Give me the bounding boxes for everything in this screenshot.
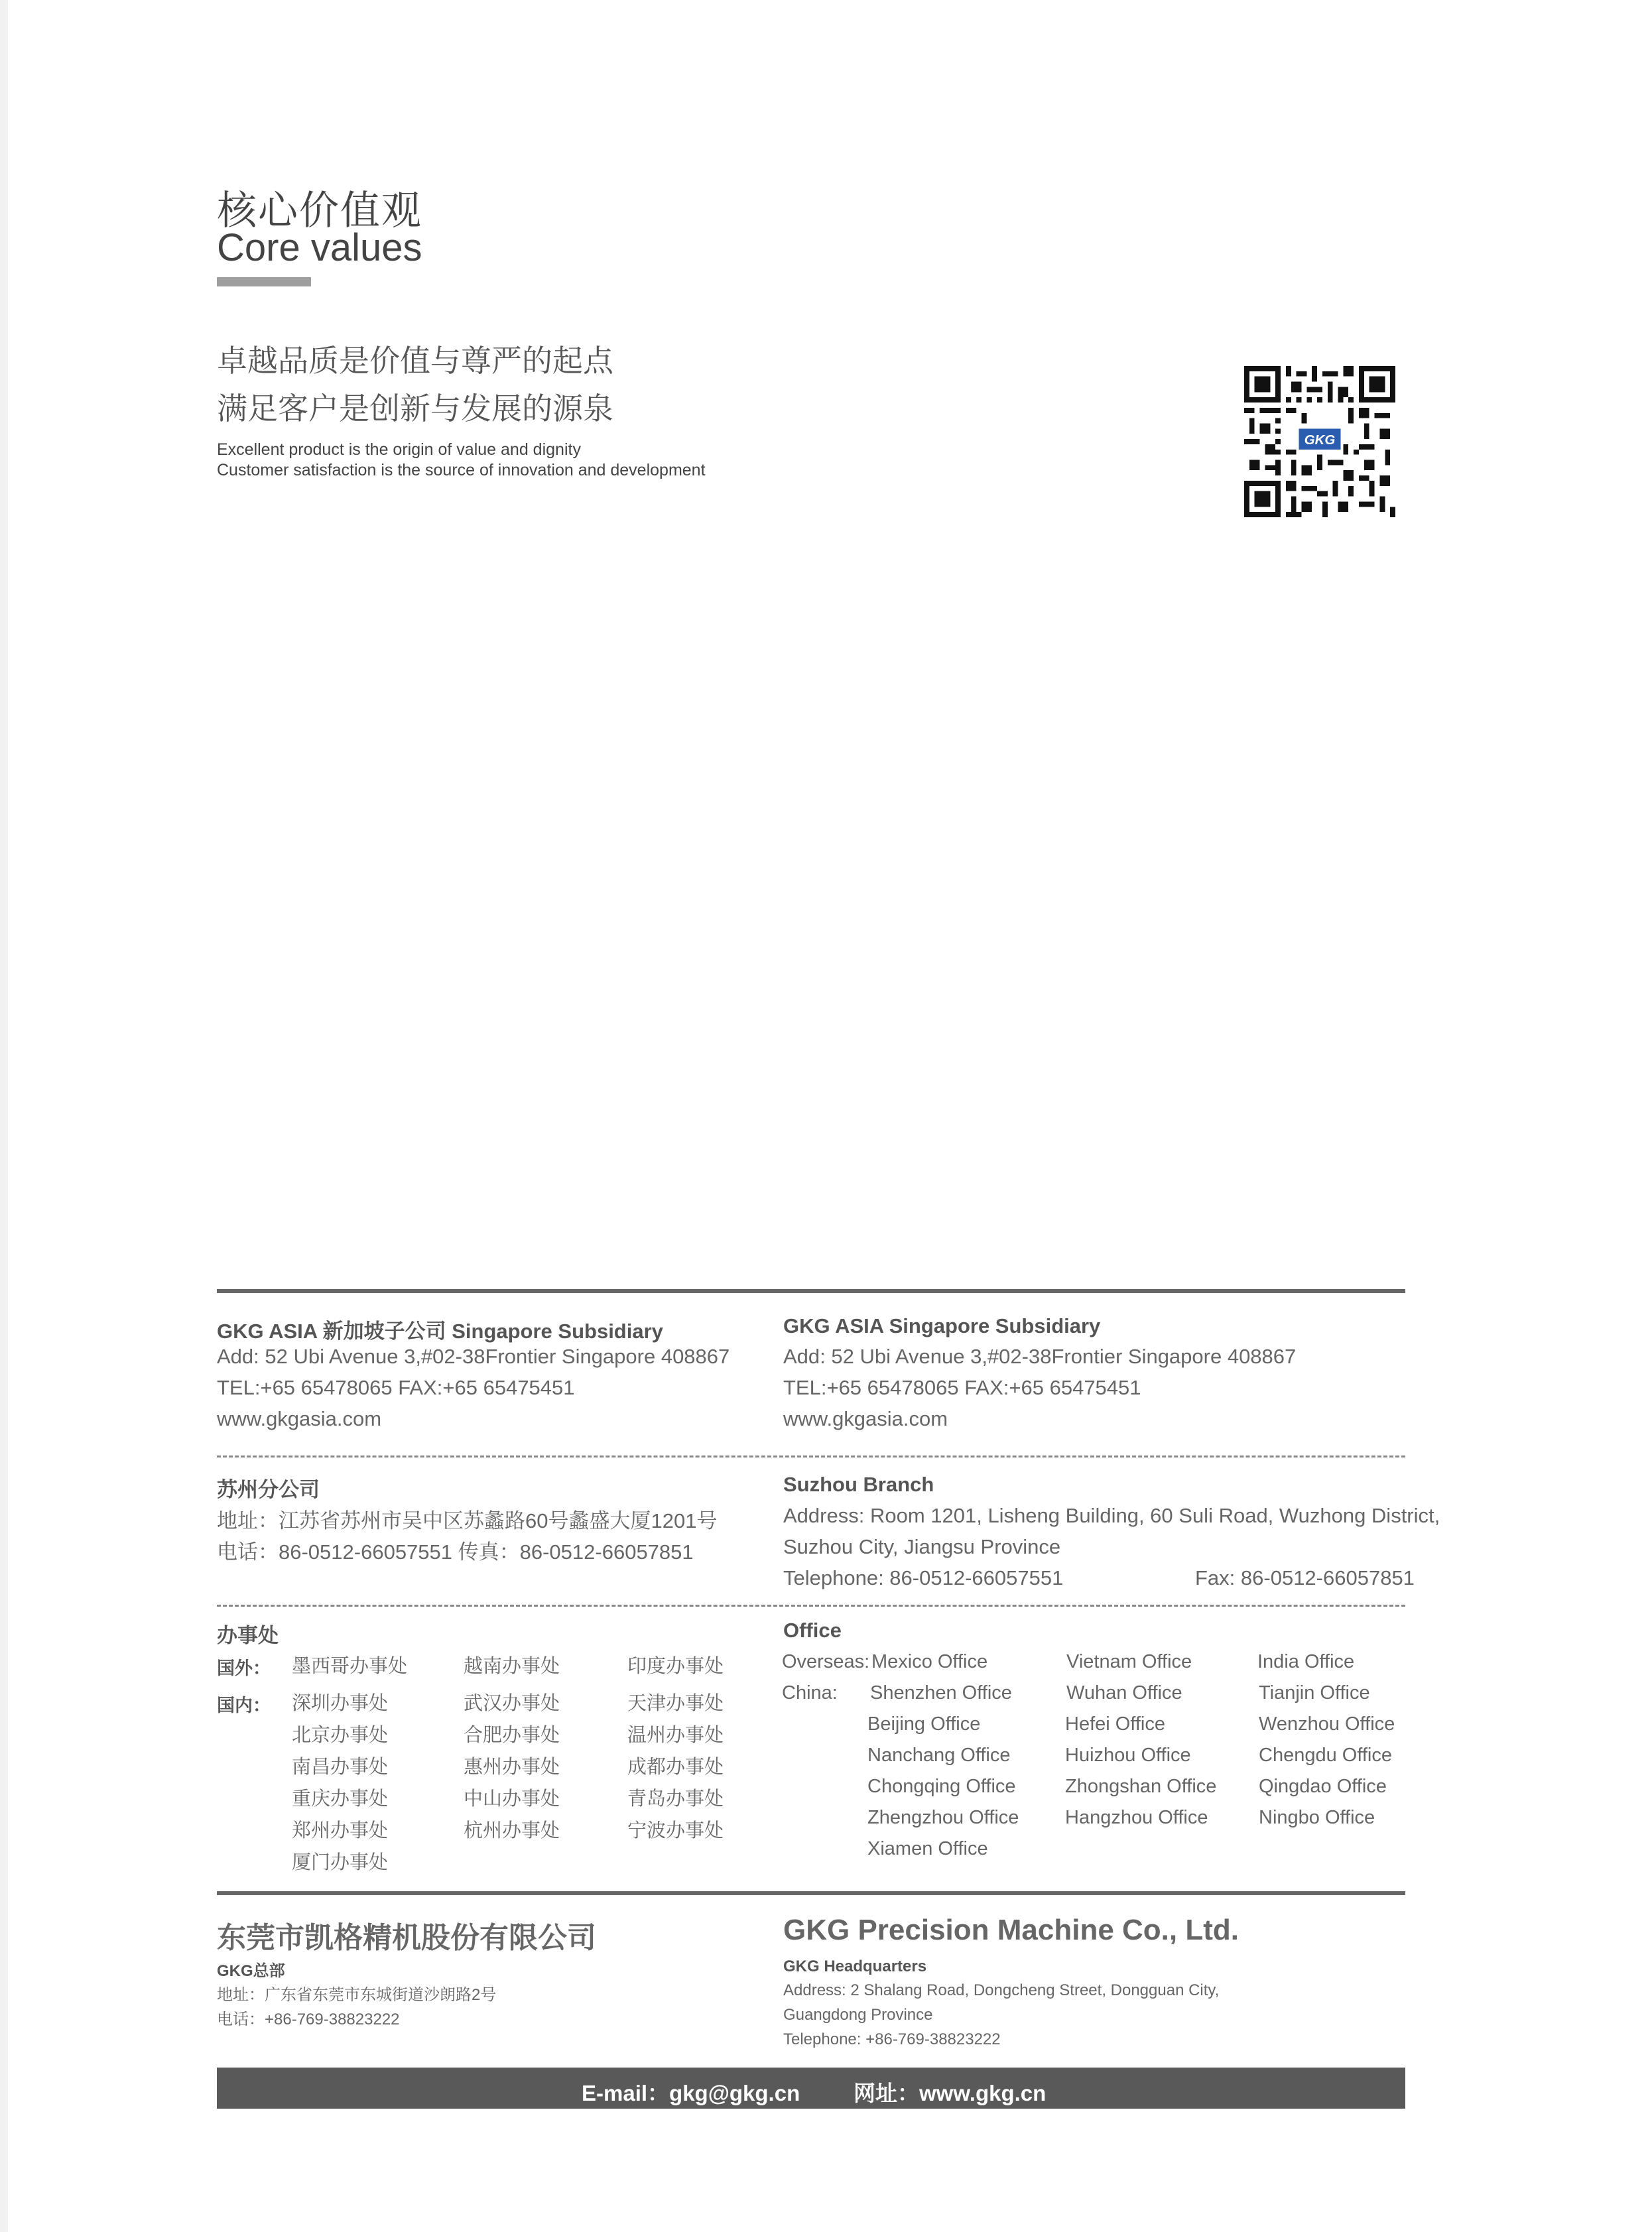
singapore-phone-cn: TEL:+65 65478065 FAX:+65 65475451 [217,1376,575,1399]
hq-telephone-en: Telephone: +86-769-38823222 [783,2030,1001,2048]
page-title-cn: 核心价值观 [217,188,422,233]
overseas-label-cn: 国外： [217,1658,271,1678]
suzhou-fax-en: Fax: 86-0512-66057851 [1195,1566,1415,1589]
office-cn: 武汉办事处 [464,1693,560,1714]
office-cn: 青岛办事处 [627,1788,724,1810]
hq-address-cn: 地址：广东省东莞市东城街道沙朗路2号 [217,1986,497,2004]
suzhou-heading-en: Suzhou Branch [783,1473,934,1496]
singapore-address-cn: Add: 52 Ubi Avenue 3,#02-38Frontier Singapore 408867 [217,1345,730,1368]
suzhou-address-cn: 地址：江苏省苏州市吴中区苏蠡路60号蠡盛大厦1201号 [217,1509,718,1532]
overseas-label-en: Overseas: [782,1651,870,1672]
singapore-website-cn[interactable]: www.gkgasia.com [217,1407,382,1430]
office-cn: 越南办事处 [464,1656,560,1677]
office-en: Shenzhen Office [870,1682,1012,1704]
office-en: Zhongshan Office [1065,1776,1217,1797]
office-en: Chongqing Office [867,1776,1016,1797]
office-en: Wuhan Office [1066,1682,1182,1704]
slogan-cn-1: 卓越品质是价值与尊严的起点 [217,343,613,378]
singapore-website-en[interactable]: www.gkgasia.com [783,1407,948,1430]
office-cn: 印度办事处 [627,1656,724,1677]
offices-heading-en: Office [783,1619,842,1642]
qr-logo: GKG [1304,432,1336,448]
office-cn: 成都办事处 [627,1757,724,1778]
office-en: Huizhou Office [1065,1745,1191,1766]
dashed-divider [217,1456,1405,1457]
slogan-en-1: Excellent product is the origin of value and dignity [217,440,581,459]
office-en: Vietnam Office [1066,1651,1192,1672]
hq-address-en-1: Address: 2 Shalang Road, Dongcheng Street, Dongguan City, [783,1981,1220,1999]
singapore-heading-cn: GKG ASIA 新加坡子公司 Singapore Subsidiary [217,1320,663,1343]
office-cn: 中山办事处 [464,1788,560,1810]
office-cn: 郑州办事处 [292,1820,389,1841]
suzhou-telephone-en: Telephone: 86-0512-66057551 [783,1566,1064,1589]
suzhou-address-en-1: Address: Room 1201, Lisheng Building, 60 Suli Road, Wuzhong District, [783,1504,1440,1527]
office-cn: 南昌办事处 [292,1757,389,1778]
suzhou-phone-cn: 电话：86-0512-66057551 传真：86-0512-66057851 [217,1540,694,1564]
suzhou-heading-cn: 苏州分公司 [217,1478,320,1501]
office-en: Zhengzhou Office [867,1807,1019,1828]
china-label-en: China: [782,1682,838,1704]
office-en: Nanchang Office [867,1745,1011,1766]
office-cn: 合肥办事处 [464,1725,560,1746]
office-en: Xiamen Office [867,1838,988,1859]
office-en: Beijing Office [867,1713,981,1735]
office-cn: 北京办事处 [292,1725,389,1746]
company-name-cn: 东莞市凯格精机股份有限公司 [217,1922,596,1954]
company-name-en: GKG Precision Machine Co., Ltd. [783,1914,1239,1946]
office-cn: 天津办事处 [627,1693,724,1714]
office-cn: 惠州办事处 [464,1757,560,1778]
hq-phone-cn: 电话：+86-769-38823222 [217,2011,400,2028]
office-en: Ningbo Office [1259,1807,1375,1828]
office-cn: 厦门办事处 [292,1852,389,1873]
singapore-phone-en: TEL:+65 65478065 FAX:+65 65475451 [783,1376,1141,1399]
office-cn: 温州办事处 [627,1725,724,1746]
office-cn: 重庆办事处 [292,1788,389,1810]
footer-bar [217,2068,1405,2109]
dashed-divider [217,1605,1405,1607]
hq-address-en-2: Guangdong Province [783,2006,933,2024]
office-en: India Office [1257,1651,1355,1672]
section-divider [217,1891,1405,1895]
office-cn: 深圳办事处 [292,1693,389,1714]
office-en: Hangzhou Office [1065,1807,1208,1828]
section-divider [217,1289,1405,1293]
office-cn: 杭州办事处 [464,1820,560,1841]
office-en: Wenzhou Office [1259,1713,1395,1735]
page-edge [0,0,8,2232]
hq-heading-cn: GKG总部 [217,1962,285,1980]
office-en: Chengdu Office [1259,1745,1392,1766]
offices-heading-cn: 办事处 [217,1624,279,1647]
office-cn: 宁波办事处 [627,1820,724,1841]
office-en: Tianjin Office [1259,1682,1370,1704]
slogan-en-2: Customer satisfaction is the source of innovation and development [217,461,706,479]
footer-email-link[interactable]: E-mail：gkg@gkg.cn [582,2081,800,2105]
office-en: Hefei Office [1065,1713,1165,1735]
singapore-address-en: Add: 52 Ubi Avenue 3,#02-38Frontier Singapore 408867 [783,1345,1297,1368]
footer-website-link[interactable]: 网址：www.gkg.cn [854,2081,1047,2105]
domestic-label-cn: 国内： [217,1696,271,1715]
suzhou-address-en-2: Suzhou City, Jiangsu Province [783,1535,1061,1558]
hq-heading-en: GKG Headquarters [783,1957,927,1975]
title-underline [217,277,311,286]
slogan-cn-2: 满足客户是创新与发展的源泉 [217,391,613,426]
page-title-en: Core values [217,226,422,269]
office-cn: 墨西哥办事处 [292,1656,408,1677]
singapore-heading-en: GKG ASIA Singapore Subsidiary [783,1314,1101,1337]
office-en: Mexico Office [871,1651,988,1672]
office-en: Qingdao Office [1259,1776,1387,1797]
qr-code-icon [1244,366,1395,517]
